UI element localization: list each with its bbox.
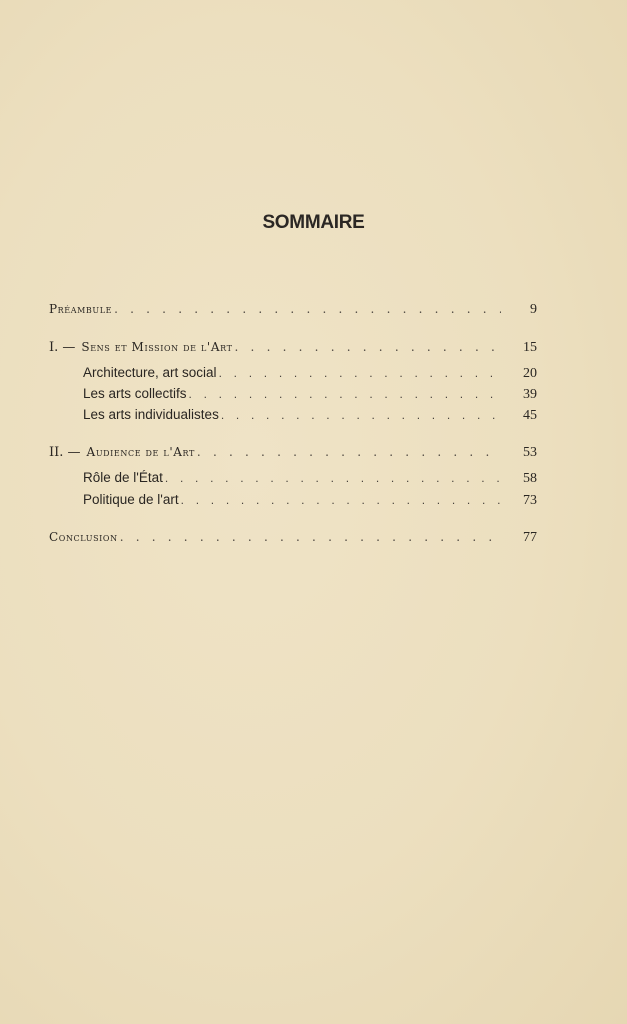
toc-entry-part-2: [49, 443, 537, 462]
toc-entry-label: Préambule: [49, 302, 113, 316]
toc-entry-label: Les arts collectifs: [83, 386, 187, 401]
toc-subentry: [83, 469, 537, 488]
dot-leader: [197, 443, 501, 461]
toc-subentry: [83, 385, 537, 404]
dot-leader: [114, 300, 501, 318]
toc-subentry: [83, 364, 537, 383]
dot-leader: [181, 491, 501, 509]
toc-entry-label: Politique de l'art: [83, 492, 179, 507]
toc-part-number: I. —: [49, 340, 76, 355]
toc-entry-preambule: [49, 300, 537, 319]
toc-entry-part-1: [49, 338, 537, 357]
toc-entry-label: Audience de l'Art: [86, 445, 195, 459]
toc-entry-label: Architecture, art social: [83, 365, 217, 380]
toc-page-number: 73: [523, 493, 537, 508]
toc-entry-conclusion: [49, 528, 537, 547]
dot-leader: [120, 528, 501, 546]
dot-leader: [235, 338, 501, 356]
toc-page-number: 77: [523, 530, 537, 545]
page-title: SOMMAIRE: [262, 212, 365, 233]
toc-part-number: II. —: [49, 445, 81, 460]
toc-entry-label: Les arts individualistes: [83, 407, 219, 422]
toc-page-number: 58: [523, 471, 537, 486]
toc-page-number: 9: [530, 302, 537, 317]
toc-page-number: 53: [523, 445, 537, 460]
dot-leader: [221, 406, 501, 424]
toc-entry-label: Rôle de l'État: [83, 470, 163, 485]
toc-page-number: 45: [523, 408, 537, 423]
toc-page-number: 39: [523, 387, 537, 402]
toc-entry-label: Conclusion: [49, 530, 118, 544]
dot-leader: [219, 364, 501, 382]
toc-entry-label: Sens et Mission de l'Art: [81, 340, 233, 354]
toc-subentry: [83, 491, 537, 510]
toc-page-number: 20: [523, 366, 537, 381]
toc-page-number: 15: [523, 340, 537, 355]
toc-subentry: [83, 406, 537, 425]
dot-leader: [189, 385, 501, 403]
dot-leader: [165, 469, 501, 487]
